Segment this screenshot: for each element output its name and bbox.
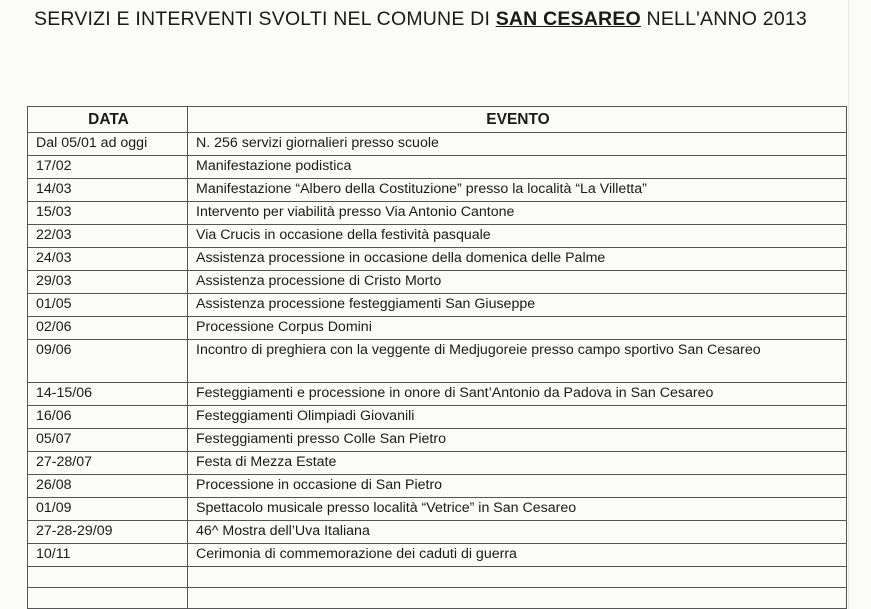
cell-data: 24/03 — [28, 248, 188, 271]
cell-evento: Festeggiamenti Olimpiadi Giovanili — [188, 406, 847, 429]
events-table — [27, 106, 847, 609]
cell-evento: Festeggiamenti presso Colle San Pietro — [188, 429, 847, 452]
table-row — [28, 429, 847, 452]
cell-evento: 46^ Mostra dell’Uva Italiana — [188, 521, 847, 544]
table-row — [28, 248, 847, 271]
column-header-evento: EVENTO — [188, 107, 847, 133]
cell-data: 02/06 — [28, 317, 188, 340]
cell-evento — [188, 588, 847, 609]
cell-data: 26/08 — [28, 475, 188, 498]
table-row — [28, 202, 847, 225]
table-row — [28, 498, 847, 521]
cell-data: 27-28/07 — [28, 452, 188, 475]
title-place: SAN CESAREO — [495, 8, 641, 30]
title-suffix: NELL'ANNO 2013 — [640, 8, 807, 30]
cell-data: 01/05 — [28, 294, 188, 317]
cell-evento — [188, 567, 847, 588]
cell-data: 05/07 — [28, 429, 188, 452]
table-row — [28, 340, 847, 383]
cell-data — [28, 588, 188, 609]
cell-evento: Festa di Mezza Estate — [188, 452, 847, 475]
cell-data: 27-28-29/09 — [28, 521, 188, 544]
cell-evento: Manifestazione “Albero della Costituzione” presso la località “La Villetta” — [188, 179, 847, 202]
table-row — [28, 133, 847, 156]
cell-evento: Processione Corpus Domini — [188, 317, 847, 340]
table-header-row — [28, 107, 847, 133]
title-prefix: SERVIZI E INTERVENTI SVOLTI NEL COMUNE DI — [34, 8, 496, 30]
cell-data: 10/11 — [28, 544, 188, 567]
document-title — [34, 8, 807, 31]
cell-data: 17/02 — [28, 156, 188, 179]
cell-data — [28, 567, 188, 588]
cell-evento: Spettacolo musicale presso località “Vetrice” in San Cesareo — [188, 498, 847, 521]
table-row — [28, 156, 847, 179]
table-row — [28, 452, 847, 475]
cell-evento: Manifestazione podistica — [188, 156, 847, 179]
cell-data: 14/03 — [28, 179, 188, 202]
table-row — [28, 475, 847, 498]
table-row — [28, 317, 847, 340]
cell-data: 16/06 — [28, 406, 188, 429]
cell-data: 14-15/06 — [28, 383, 188, 406]
cell-evento: Assistenza processione in occasione della domenica delle Palme — [188, 248, 847, 271]
table-row — [28, 294, 847, 317]
table-row — [28, 521, 847, 544]
cell-data: Dal 05/01 ad oggi — [28, 133, 188, 156]
table-row — [28, 406, 847, 429]
cell-evento: Festeggiamenti e processione in onore di Sant’Antonio da Padova in San Cesareo — [188, 383, 847, 406]
cell-evento: Assistenza processione di Cristo Morto — [188, 271, 847, 294]
table-row — [28, 179, 847, 202]
cell-data: 15/03 — [28, 202, 188, 225]
cell-evento: Processione in occasione di San Pietro — [188, 475, 847, 498]
cell-evento: Assistenza processione festeggiamenti San Giuseppe — [188, 294, 847, 317]
cell-evento: Via Crucis in occasione della festività pasquale — [188, 225, 847, 248]
cell-evento: N. 256 servizi giornalieri presso scuole — [188, 133, 847, 156]
table-row — [28, 383, 847, 406]
cell-data: 22/03 — [28, 225, 188, 248]
table-row — [28, 225, 847, 248]
cell-data: 01/09 — [28, 498, 188, 521]
column-header-data: DATA — [28, 107, 188, 133]
cell-data: 29/03 — [28, 271, 188, 294]
cell-data: 09/06 — [28, 340, 188, 383]
cell-evento: Incontro di preghiera con la veggente di Medjugoreie presso campo sportivo San Cesareo — [188, 340, 847, 383]
cell-evento: Cerimonia di commemorazione dei caduti di guerra — [188, 544, 847, 567]
empty-row — [28, 588, 847, 609]
empty-row — [28, 567, 847, 588]
cell-evento: Intervento per viabilità presso Via Antonio Cantone — [188, 202, 847, 225]
table-row — [28, 271, 847, 294]
page-edge — [848, 0, 849, 609]
table-row — [28, 544, 847, 567]
